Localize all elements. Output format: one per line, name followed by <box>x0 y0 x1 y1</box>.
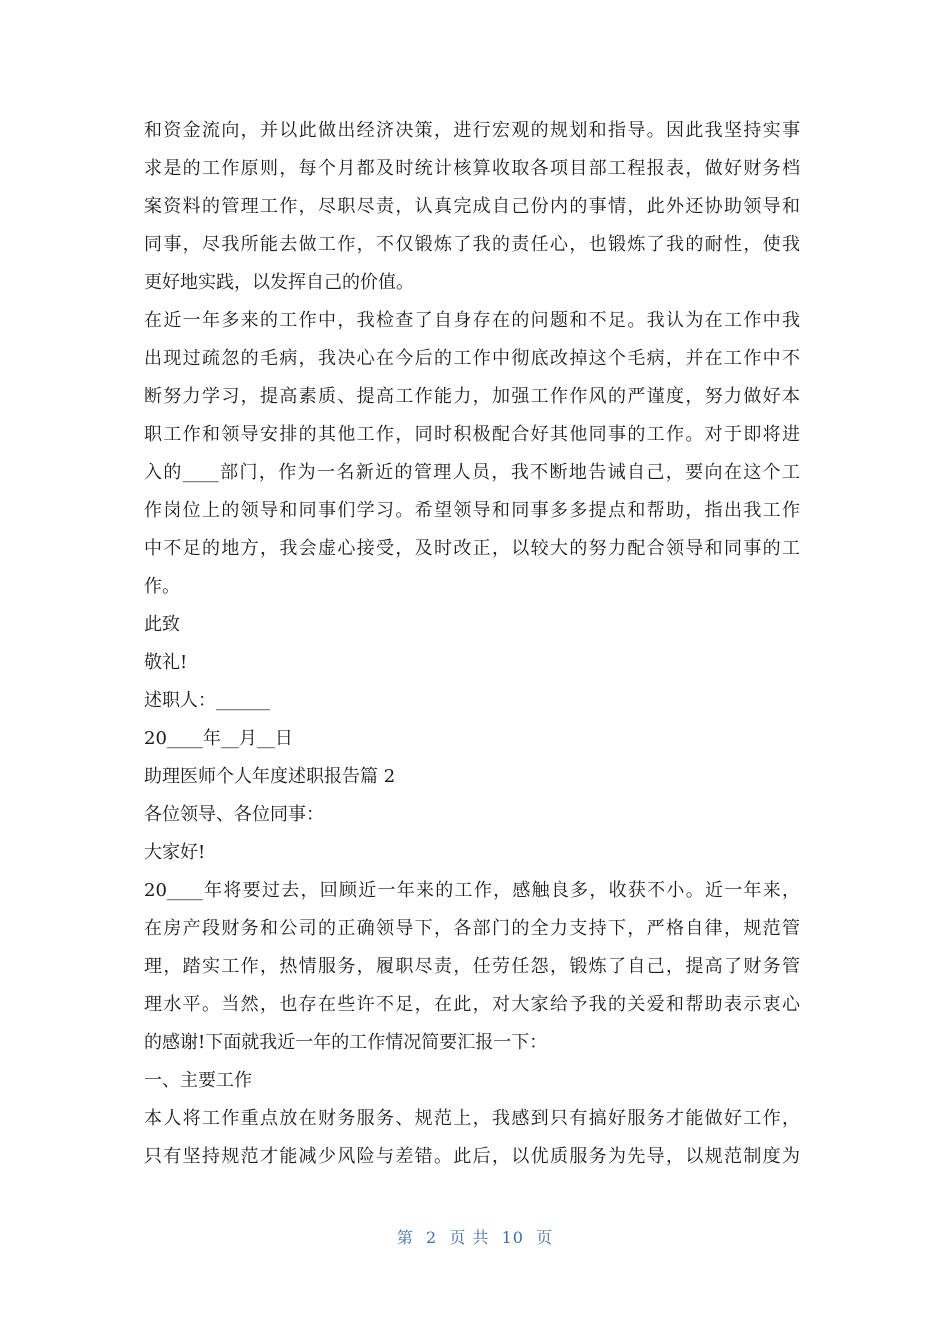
text-line: 在近一年多来的工作中，我检查了自身存在的问题和不足。我认为在工作中我 <box>144 310 800 331</box>
page-number-footer: 第 2 页 共 10 页 <box>396 1228 554 1247</box>
text-line: 作。 <box>144 576 180 597</box>
text-line: 的感谢!下面就我近一年的工作情况简要汇报一下： <box>144 1032 548 1053</box>
text-line: 同事，尽我所能去做工作，不仅锻炼了我的责任心，也锻炼了我的耐性，使我 <box>144 234 800 255</box>
text-line: 一、主要工作 <box>144 1070 252 1091</box>
text-line: 在房产段财务和公司的正确领导下，各部门的全力支持下，严格自律，规范管 <box>144 918 800 939</box>
text-line: 出现过疏忽的毛病，我决心在今后的工作中彻底改掉这个毛病，并在工作中不 <box>144 348 800 369</box>
text-line: 求是的工作原则，每个月都及时统计核算收取各项目部工程报表，做好财务档 <box>144 158 800 179</box>
text-line: 本人将工作重点放在财务服务、规范上，我感到只有搞好服务才能做好工作， <box>144 1108 800 1129</box>
text-line: 20____年将要过去，回顾近一年来的工作，感触良多，收获不小。近一年来， <box>144 880 800 901</box>
text-line: 作岗位上的领导和同事们学习。希望领导和同事多多提点和帮助，指出我工作 <box>144 500 800 521</box>
text-line: 更好地实践，以发挥自己的价值。 <box>144 272 414 293</box>
document-body <box>144 112 800 1176</box>
text-line: 20____年__月__日 <box>144 728 293 749</box>
text-line: 中不足的地方，我会虚心接受，及时改正，以较大的努力配合领导和同事的工 <box>144 538 800 559</box>
text-line: 敬礼! <box>144 652 188 673</box>
text-line: 大家好! <box>144 842 206 863</box>
text-line: 入的____部门，作为一名新近的管理人员，我不断地告诫自己，要向在这个工 <box>144 462 800 483</box>
text-line: 职工作和领导安排的其他工作，同时积极配合好其他同事的工作。对于即将进 <box>144 424 800 445</box>
text-line: 各位领导、各位同事： <box>144 804 324 825</box>
text-line: 断努力学习，提高素质、提高工作能力，加强工作作风的严谨度，努力做好本 <box>144 386 800 407</box>
text-line: 此致 <box>144 614 180 635</box>
text-line: 和资金流向，并以此做出经济决策，进行宏观的规划和指导。因此我坚持实事 <box>144 120 800 141</box>
text-line: 助理医师个人年度述职报告篇 2 <box>144 766 396 787</box>
text-line: 只有坚持规范才能减少风险与差错。此后，以优质服务为先导，以规范制度为 <box>144 1146 800 1167</box>
text-line: 理，踏实工作，热情服务，履职尽责，任劳任怨，锻炼了自己，提高了财务管 <box>144 956 800 977</box>
text-line: 述职人：______ <box>144 690 270 711</box>
text-line: 理水平。当然，也存在些许不足，在此，对大家给予我的关爱和帮助表示衷心 <box>144 994 800 1015</box>
text-line: 案资料的管理工作，尽职尽责，认真完成自己份内的事情，此外还协助领导和 <box>144 196 800 217</box>
